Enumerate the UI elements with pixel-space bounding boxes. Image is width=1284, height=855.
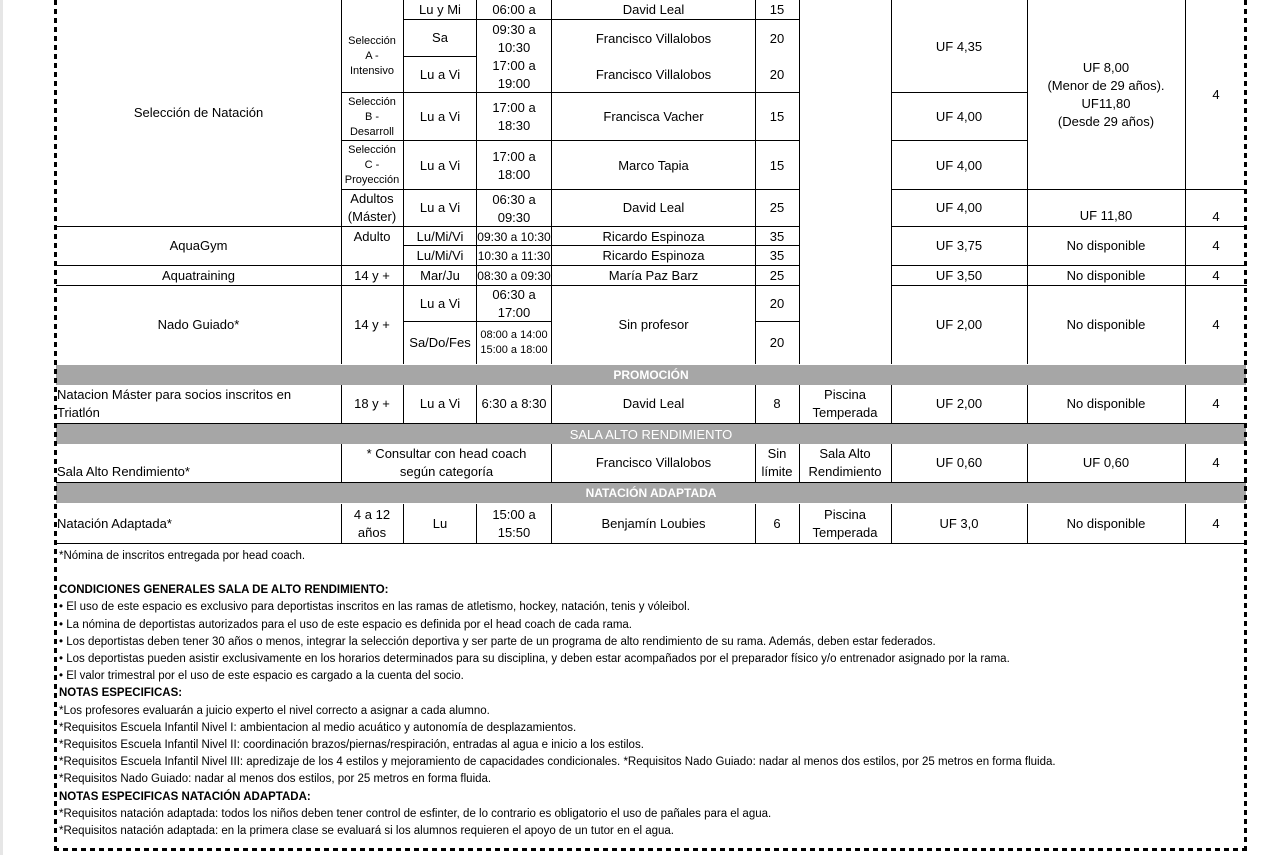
adapted-note-2: *Requisitos natación adaptada: en la primera clase se evaluará si los alumnos requieren el apoyo de un tutor en el agua. — [59, 825, 674, 838]
coach-aquagym-2: Ricardo Espinoza — [602, 247, 705, 263]
sessions-adultos: 4 — [1212, 208, 1220, 224]
program-aquatraining: Aquatraining — [162, 268, 235, 283]
price-promo: UF 2,00 — [935, 396, 983, 411]
coach-b: Francisca Vacher — [603, 109, 704, 124]
sessions-adaptada: 4 — [1212, 515, 1220, 531]
price-b: UF 4,00 — [935, 109, 983, 124]
nonmember-aquagym: No disponible — [1066, 238, 1146, 253]
coach-c: Marco Tapia — [618, 157, 689, 173]
coach-sala: Francisco Villalobos — [595, 455, 712, 470]
cap-a1: 15 — [769, 2, 785, 17]
coach-a1: David Leal — [622, 2, 685, 17]
specific-note-2: *Requisitos Escuela Infantil Nivel I: ambientacion al medio acuático y autonomía de desplazamientos. — [59, 721, 577, 734]
note-nomina: *Nómina de inscritos entregada por head coach. — [59, 550, 306, 562]
days-promo: Lu a Vi — [419, 396, 461, 411]
program-seleccion: Selección de Natación — [133, 105, 264, 120]
adapted-note-1: *Requisitos natación adaptada: todos los niños deben tener control de esfinter, de lo contrario es obligatorio el uso de pañales para el agua. — [59, 807, 772, 820]
dashed-border-bottom — [54, 848, 1248, 851]
sessions-sala: 4 — [1212, 455, 1220, 470]
program-adaptada: Natación Adaptada* — [57, 515, 172, 531]
nonmember-nado: No disponible — [1066, 317, 1146, 332]
time-a3: 17:00 a 19:00 — [492, 58, 536, 91]
price-sala: UF 0,60 — [935, 455, 983, 470]
program-sala: Sala Alto Rendimiento* — [57, 464, 190, 479]
coach-aquagym-1: Ricardo Espinoza — [602, 228, 705, 244]
time-aquagym-2: 10:30 a 11:30 — [477, 248, 551, 263]
cap-adaptada: 6 — [773, 515, 781, 531]
price-adultos: UF 4,00 — [935, 200, 983, 215]
time-a2: 09:30 a 10:30 — [492, 21, 536, 55]
adapted-notes-title: NOTAS ESPECIFICAS NATACIÓN ADAPTADA: — [59, 790, 311, 803]
notes-section — [59, 548, 1239, 840]
program-promo: Natacion Máster para socios inscritos en Triatlón — [57, 387, 292, 420]
coach-adaptada: Benjamín Loubies — [601, 515, 706, 531]
non-member-price: UF 8,00 (Menor de 29 años). UF11,80 (Desde 29 años) — [1047, 60, 1165, 129]
coach-nado: Sin profesor — [618, 317, 689, 332]
time-aquatraining: 08:30 a 09:30 — [477, 269, 551, 283]
specific-note-1: *Los profesores evaluarán a juicio experto el nivel correcto a asignar a cada alumno. — [59, 704, 490, 717]
cap-a2: 20 — [769, 30, 785, 46]
cap-b: 15 — [769, 109, 785, 124]
window-edge — [0, 0, 3, 855]
group-adultos-name: Adultos (Máster) — [347, 191, 397, 224]
place-sala: Sala Alto Rendimiento — [808, 446, 882, 479]
sessions-aquatraining: 4 — [1212, 268, 1220, 283]
group-c-name: Selección C - Proyección — [344, 143, 400, 186]
non-member-price-cut: UF 11,80 — [1079, 208, 1133, 223]
days-a3: Lu a Vi — [419, 67, 461, 82]
group-b-name: Selección B - Desarroll — [348, 95, 396, 138]
sessions-nado: 4 — [1212, 317, 1220, 332]
specific-note-4: *Requisitos Escuela Infantil Nivel III: apredizaje de los 4 estilos y mejoramiento de capacidades condicionales. *Requisitos Nado Guiado: nadar al menos dos estilos, por 25 metros en forma fluida. — [59, 756, 1056, 769]
band-sala: SALA ALTO RENDIMIENTO — [56, 424, 1246, 444]
days-a2: Sa — [432, 30, 448, 45]
coach-a3: Francisco Villalobos — [595, 67, 712, 82]
specific-note-5: *Requisitos Nado Guiado: nadar al menos dos estilos, por 25 metros en forma fluida. — [59, 773, 492, 786]
sessions-aquagym: 4 — [1212, 238, 1220, 253]
price-adaptada: UF 3,0 — [939, 515, 979, 531]
nonmember-adaptada: No disponible — [1066, 515, 1146, 531]
age-promo: 18 y + — [354, 396, 390, 411]
age-adaptada: 4 a 12 años — [353, 506, 391, 540]
cap-a3: 20 — [769, 67, 785, 82]
time-aquagym-1: 09:30 a 10:30 — [477, 229, 551, 244]
price-nado: UF 2,00 — [935, 317, 983, 332]
time-adultos: 06:30 a 09:30 — [492, 192, 536, 225]
band-adaptada: NATACIÓN ADAPTADA — [56, 483, 1246, 503]
time-nado-2: 08:00 a 14:00 15:00 a 18:00 — [480, 329, 548, 356]
program-aquagym: AquaGym — [169, 238, 228, 253]
days-b: Lu a Vi — [419, 109, 461, 124]
days-nado-1: Lu a Vi — [419, 296, 461, 311]
cap-aquatraining: 25 — [769, 268, 785, 283]
days-nado-2: Sa/Do/Fes — [409, 335, 471, 350]
conditions-title: CONDICIONES GENERALES SALA DE ALTO RENDIMIENTO: — [59, 584, 389, 597]
coach-adultos: David Leal — [622, 200, 685, 215]
condition-1: • El uso de este espacio es exclusivo para deportistas inscritos en las ramas de atletismo, hockey, natación, tenis y vóleibol. — [59, 601, 690, 614]
coach-promo: David Leal — [622, 396, 685, 411]
days-c: Lu a Vi — [419, 157, 461, 173]
sessions-promo: 4 — [1212, 396, 1220, 411]
cap-aquagym-1: 35 — [769, 228, 785, 244]
time-nado-1: 06:30 a 17:00 — [492, 287, 536, 320]
condition-2: • La nómina de deportistas autorizados para el uso de este espacio es definida por el head coach de cada rama. — [59, 618, 633, 631]
time-c: 17:00 a 18:00 — [492, 148, 536, 182]
price-a: UF 4,35 — [935, 38, 983, 54]
price-aquatraining: UF 3,50 — [935, 268, 983, 283]
time-adaptada: 15:00 a 15:50 — [492, 506, 536, 540]
days-aquatraining: Mar/Ju — [420, 268, 460, 283]
days-a1: Lu y Mi — [419, 2, 461, 17]
age-nado: 14 y + — [354, 317, 390, 332]
group-a-name: Selección A - Intensivo — [348, 34, 396, 77]
days-adultos: Lu a Vi — [419, 200, 461, 215]
dashed-border-left — [54, 0, 57, 855]
days-aquagym-1: Lu/Mi/Vi — [416, 228, 464, 244]
time-a1: 06:00 a — [492, 2, 536, 17]
condition-3: • Los deportistas deben tener 30 años o menos, integrar la selección deportiva y ser parte de un programa de alto rendimiento de su rama. Además, deben estar federados. — [59, 635, 936, 648]
nonmember-aquatraining: No disponible — [1066, 268, 1146, 283]
cap-nado-1: 20 — [769, 296, 785, 311]
cap-sala: Sin límite — [761, 446, 793, 479]
schedule-sala: * Consultar con head coach según categoría — [366, 446, 527, 479]
days-adaptada: Lu — [432, 515, 448, 531]
age-aquagym: Adulto — [353, 228, 391, 244]
days-aquagym-2: Lu/Mi/Vi — [416, 247, 464, 263]
condition-4: • Los deportistas pueden asistir exclusivamente en los horarios determinados para su disciplina, y deben estar acompañados por el preparador físico y/o entrenador asignado por la rama. — [59, 653, 1010, 666]
price-aquagym: UF 3,75 — [935, 238, 983, 253]
place-adaptada: Piscina Temperada — [812, 506, 878, 540]
specific-note-3: *Requisitos Escuela Infantil Nivel II: coordinación brazos/piernas/respiración, entradas al agua e inicio a los estilos. — [59, 739, 644, 752]
condition-5: • El valor trimestral por el uso de este espacio es cargado a la cuenta del socio. — [59, 670, 464, 683]
nonmember-sala: UF 0,60 — [1082, 455, 1130, 470]
place-promo: Piscina Temperada — [812, 387, 878, 420]
cap-promo: 8 — [773, 396, 781, 411]
dashed-border-right — [1244, 0, 1247, 855]
cap-nado-2: 20 — [769, 335, 785, 350]
coach-a2: Francisco Villalobos — [595, 30, 712, 46]
coach-aquatraining: María Paz Barz — [608, 268, 699, 283]
nonmember-promo: No disponible — [1066, 396, 1146, 411]
sessions-seleccion: 4 — [1212, 87, 1220, 102]
program-nado: Nado Guiado* — [157, 317, 240, 332]
time-b: 17:00 a 18:30 — [492, 100, 536, 133]
cap-adultos: 25 — [769, 200, 785, 215]
cap-c: 15 — [769, 157, 785, 173]
band-promocion: PROMOCIÓN — [56, 365, 1246, 385]
cap-aquagym-2: 35 — [769, 247, 785, 263]
time-promo: 6:30 a 8:30 — [481, 396, 547, 411]
specific-notes-title: NOTAS ESPECIFICAS: — [59, 687, 183, 700]
price-c: UF 4,00 — [935, 157, 983, 173]
age-aquatraining: 14 y + — [354, 268, 390, 283]
